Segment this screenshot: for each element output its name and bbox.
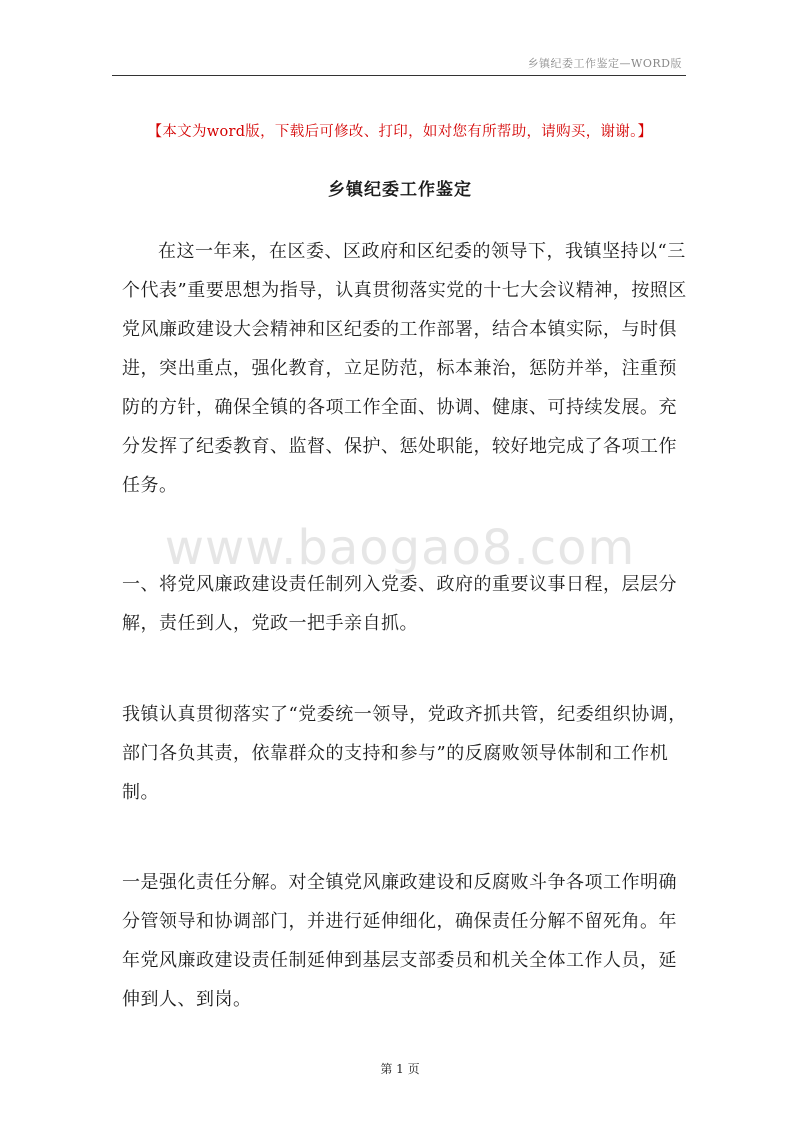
paragraph-intro: 在这一年来，在区委、区政府和区纪委的领导下，我镇坚持以“三个代表”重要思想为指导，认真贯彻落实党的十七大会议精神，按照区党风廉政建设大会精神和区纪委的工作部署，结合本镇实际，与时俱进，突出重点，强化教育，立足防范，标本兼治，惩防并举，注重预防的方针，确保全镇的各项工作全面、协调、健康、可持续发展。充分发挥了纪委教育、监督、保护、惩处职能，较好地完成了各项工作任务。 xyxy=(122,241,687,496)
paragraph-body-2: 一是强化责任分解。对全镇党风廉政建设和反腐败斗争各项工作明确分管领导和协调部门，并进行延伸细化，确保责任分解不留死角。年年党风廉政建设责任制延伸到基层支部委员和机关全体工作人员，延伸到人、到岗。 xyxy=(122,872,677,1010)
watermark: www.baogao8.com xyxy=(164,520,636,576)
purchase-notice: 【本文为word版，下载后可修改、打印，如对您有所帮助，请购买，谢谢。】 xyxy=(147,124,653,140)
header-rule xyxy=(112,75,686,76)
section-heading-1: 一、将党风廉政建设责任制列入党委、政府的重要议事日程，层层分解，责任到人，党政一把手亲自抓。 xyxy=(122,574,677,634)
header-text: 乡镇纪委工作鉴定—WORD版 xyxy=(527,57,682,70)
paragraph-body-1: 我镇认真贯彻落实了“党委统一领导，党政齐抓共管，纪委组织协调，部门各负其责，依靠群众的支持和参与”的反腐败领导体制和工作机制。 xyxy=(122,704,687,803)
page-number: 第 1 页 xyxy=(380,1062,420,1076)
document-title: 乡镇纪委工作鉴定 xyxy=(328,180,472,200)
